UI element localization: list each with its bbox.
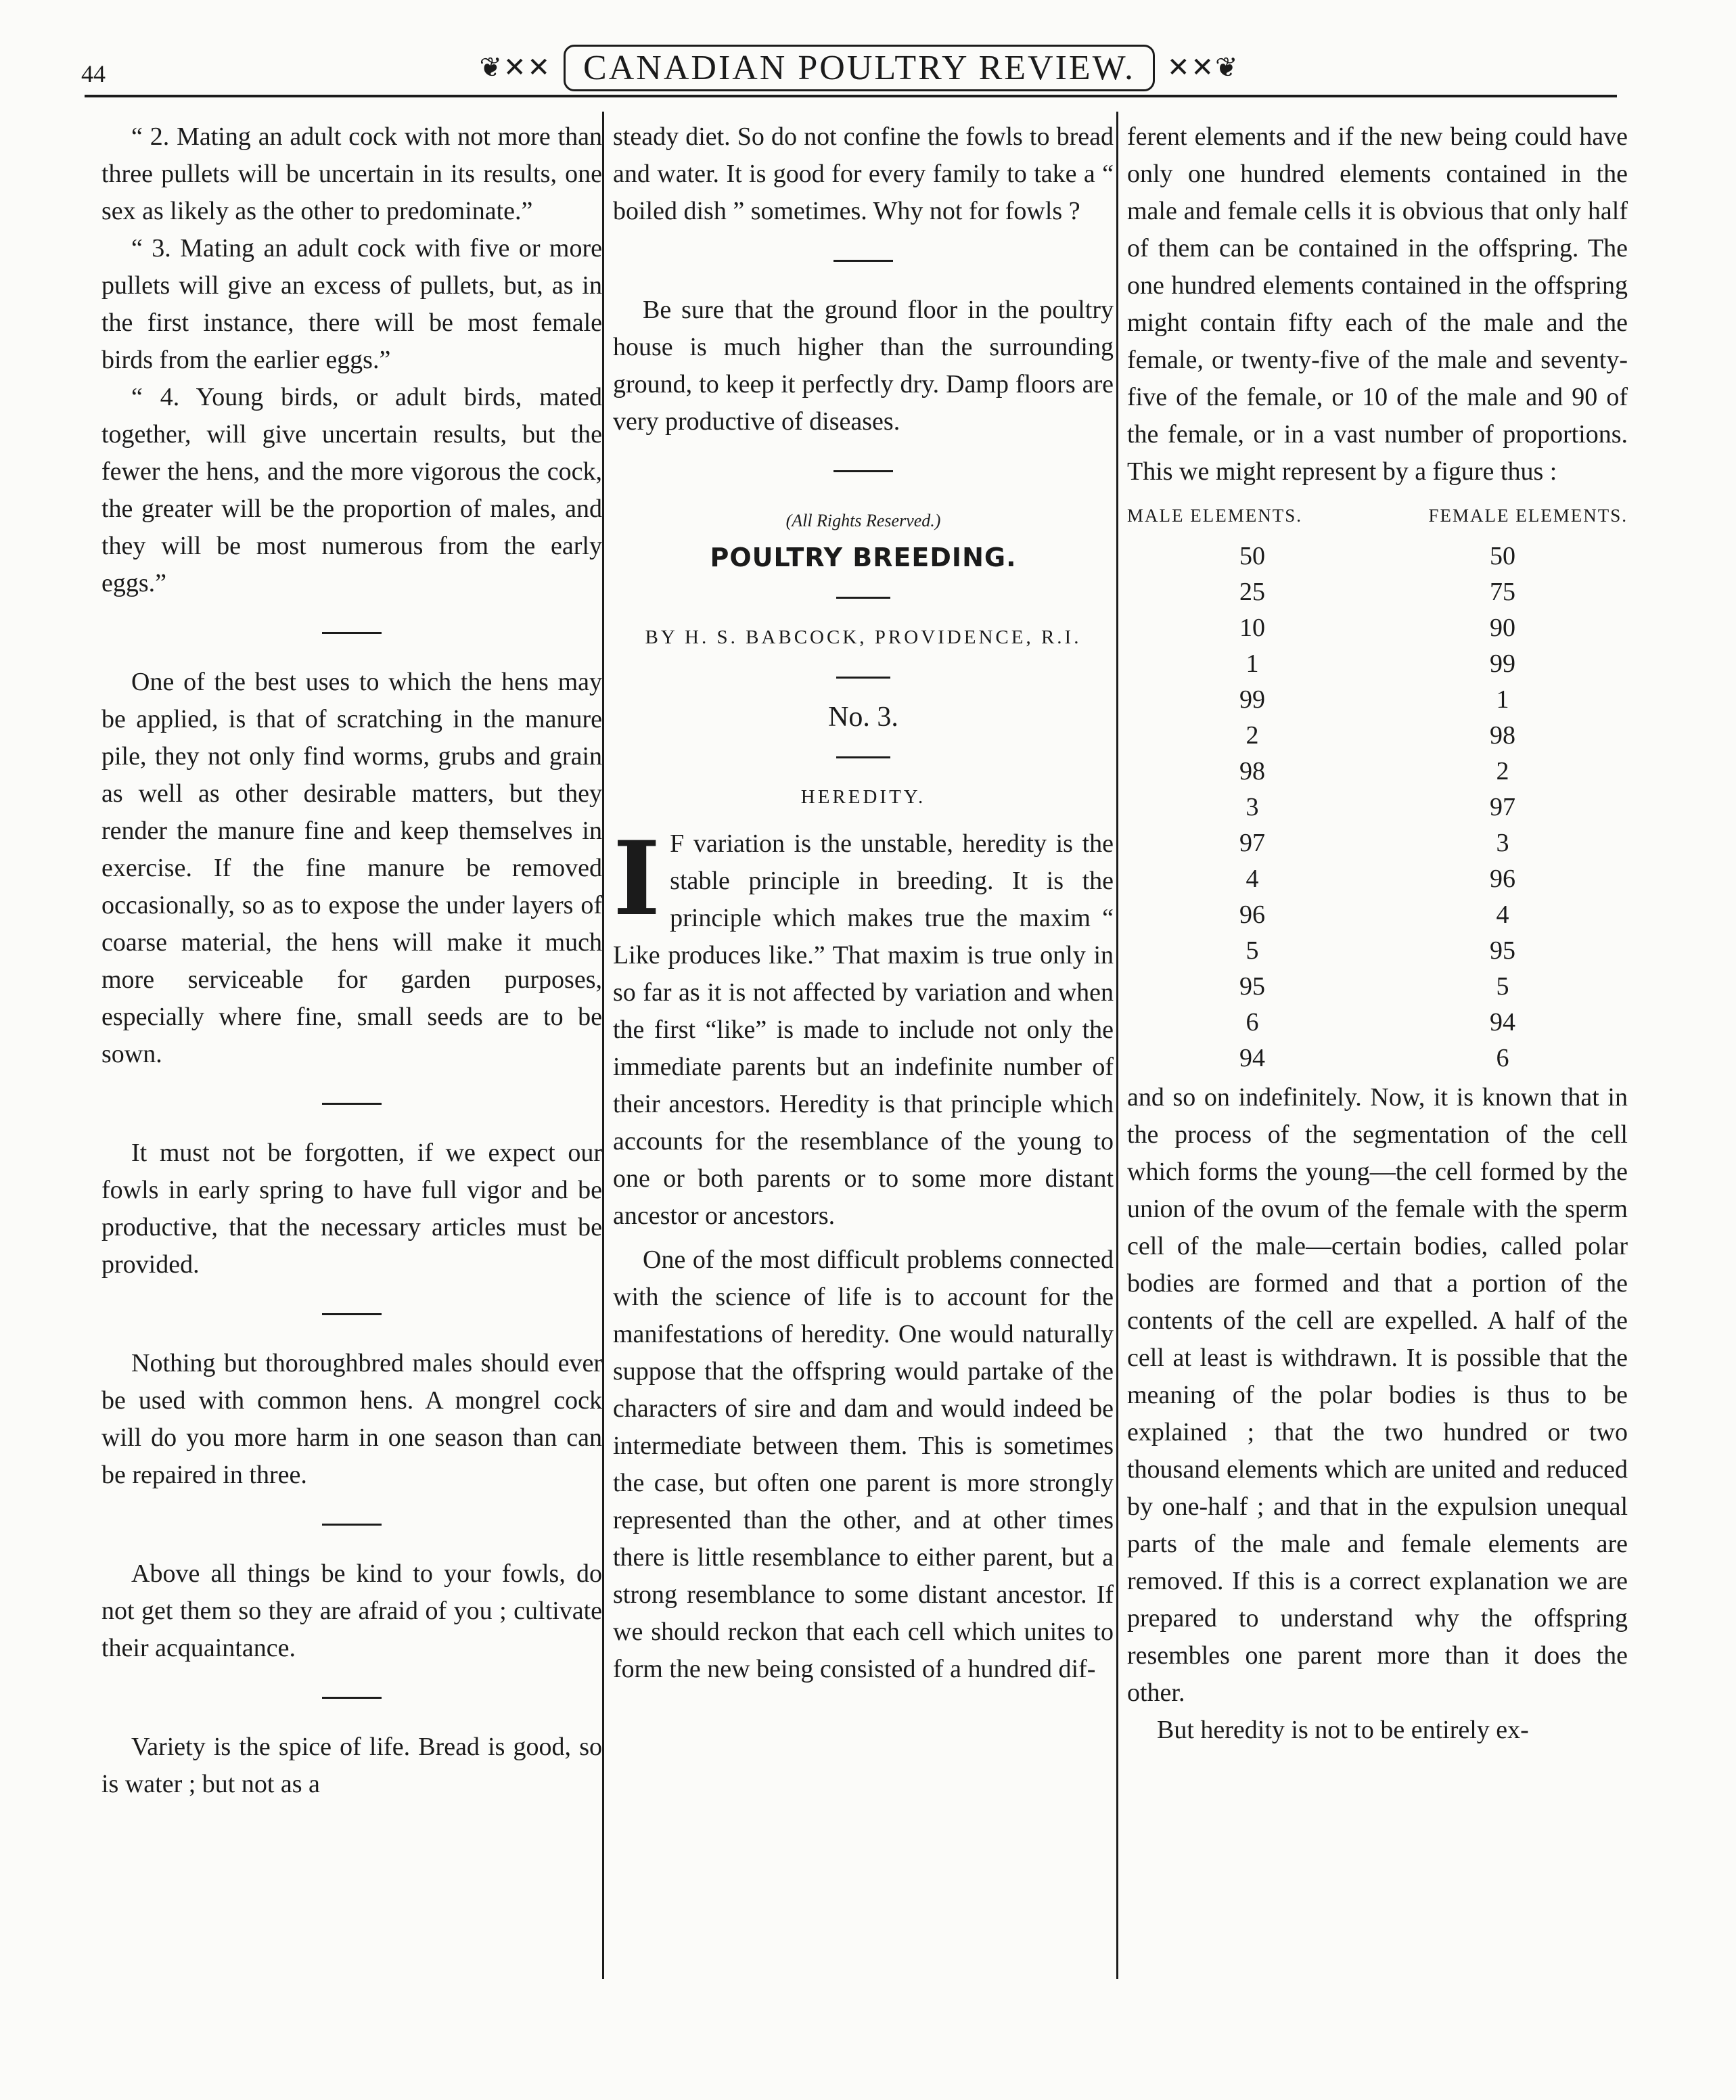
section-separator [322, 1313, 382, 1315]
male-elements-cell: 5 [1246, 936, 1259, 965]
male-elements-cell: 4 [1246, 865, 1259, 893]
male-elements-cell: 96 [1239, 900, 1265, 929]
paragraph: “ 3. Mating an adult cock with five or more pullets will give an excess of pullets, but, as in the first instance, there will be most female birds from the earlier eggs.” [101, 234, 602, 374]
paragraph: ferent elements and if the new being could have only one hundred elements contained in the male and female cells it is obvious that only half of them can be contained in the offspring. The one hundred elements contained in the offspring might contain fifty each of the male and the female, or twenty-five of the male and seventy-five of the female, or 10 of the male and 90 of the female, or in a vast number of proportions. This we might represent by a figure thus : [1127, 122, 1628, 486]
female-elements-cell: 2 [1496, 757, 1509, 785]
table-row [1127, 897, 1628, 933]
paragraph: It must not be forgotten, if we expect our fowls in early spring to have full vigor and be productive, that the necessary articles must be provided. [101, 1139, 602, 1279]
column-divider-2 [1116, 112, 1118, 1979]
male-elements-cell: 3 [1246, 793, 1259, 821]
table-row [1127, 933, 1628, 969]
article-title: POULTRY BREEDING. [710, 543, 1017, 572]
male-elements-cell: 1 [1246, 649, 1259, 678]
female-elements-heading: FEMALE ELEMENTS. [1428, 505, 1628, 526]
female-elements-cell: 1 [1496, 685, 1509, 714]
male-elements-cell: 95 [1239, 972, 1265, 1001]
section-heading: HEREDITY. [800, 786, 926, 808]
male-elements-cell: 10 [1239, 614, 1265, 642]
paragraph [613, 819, 1114, 1235]
table-row [1127, 1041, 1628, 1076]
article-byline: BY H. S. BABCOCK, PROVIDENCE, R.I. [645, 626, 1082, 648]
paragraph: “ 4. Young birds, or adult birds, mated together, will give uncertain results, but the fewer the hens, and the more vigorous the cock, the greater will be the proportion of males, and they will be most numerous from the early eggs.” [101, 383, 602, 597]
paragraph: Variety is the spice of life. Bread is good, so is water ; but not as a [101, 1733, 602, 1798]
female-elements-cell: 4 [1496, 900, 1509, 929]
elements-table [1127, 539, 1628, 1076]
male-elements-cell: 98 [1239, 757, 1265, 785]
table-row [1127, 539, 1628, 574]
female-elements-cell: 6 [1496, 1044, 1509, 1072]
section-separator [322, 1697, 382, 1699]
paragraph-text: F variation is the unstable, heredity is the stable principle in breeding. It is the principle which makes true the maxim “ Like produces like.” That maxim is true only in so far as it is not affected by variation and when the first “like” is made to include not only the immediate parents but an indefinite number of their ancestors. Heredity is that principle which accounts for the resemblance of the young to one or both parents or to some more distant ancestor or ancestors. [613, 829, 1114, 1230]
female-elements-cell: 96 [1490, 865, 1515, 893]
column-divider-1 [602, 112, 604, 1979]
male-elements-cell: 6 [1246, 1008, 1259, 1036]
female-elements-cell: 75 [1490, 578, 1515, 606]
masthead [479, 37, 1239, 98]
table-row [1127, 646, 1628, 682]
masthead-title: CANADIAN POULTRY REVIEW. [564, 45, 1155, 91]
paragraph: and so on indefinitely. Now, it is known that in the process of the segmentation of the cell which forms the young—the cell formed by the union of the ovum of the female with the sperm cell of the male—certain bodies, called polar bodies are formed and that a portion of the contents of the cell are expelled. A half of the cell at least is withdrawn. It is possible that the meaning of the polar bodies is thus to be explained ; that the two hundred or two thousand elements which are united and reduced by one-half ; and that in the expulsion unequal parts of the male and female elements are removed. If this is a correct explanation we are prepared to understand why the offspring resembles one parent more than it does the other. [1127, 1083, 1628, 1707]
female-elements-cell: 95 [1490, 936, 1515, 965]
masthead-ornament-right: ✕✕❦ [1166, 52, 1239, 83]
section-separator [322, 632, 382, 634]
section-separator [322, 1524, 382, 1526]
male-elements-cell: 2 [1246, 721, 1259, 750]
paragraph: One of the most difficult problems connected with the science of life is to account for the manifestations of heredity. One would naturally suppose that the offspring would partake of the characters of sire and dam and would indeed be intermediate between them. This is sometimes the case, but often one parent is more strongly represented than the other, and at other times there is little resemblance to either parent, but a strong resemblance to some distant ancestor. If we should reckon that each cell which unites to form the new being consisted of a hundred dif- [613, 1246, 1114, 1683]
table-row [1127, 790, 1628, 825]
paragraph: steady diet. So do not confine the fowls to bread and water. It is good for every family to take a “ boiled dish ” sometimes. Why not for fowls ? [613, 122, 1114, 225]
paragraph: One of the best uses to which the hens may be applied, is that of scratching in the manure pile, they not only find worms, grubs and grain as well as other desirable matters, but they render the manure fine and keep themselves in exercise. If the fine manure be removed occasionally, so as to expose the under layers of coarse material, the hens will make it much more serviceable for garden purposes, especially where fine, small seeds are to be sown. [101, 668, 602, 1068]
female-elements-cell: 94 [1490, 1008, 1515, 1036]
rights-notice: (All Rights Reserved.) [785, 511, 941, 530]
section-separator [833, 260, 893, 262]
paragraph: Nothing but thoroughbred males should ever be used with common hens. A mongrel cock will do you more harm in one season than can be repaired in three. [101, 1349, 602, 1489]
section-separator [833, 470, 893, 472]
female-elements-cell: 50 [1490, 542, 1515, 570]
table-row [1127, 682, 1628, 718]
female-elements-cell: 99 [1490, 649, 1515, 678]
female-elements-cell: 97 [1490, 793, 1515, 821]
paragraph: But heredity is not to be entirely ex- [1157, 1716, 1529, 1744]
column-1 [101, 118, 602, 1803]
section-separator [836, 597, 890, 599]
table-row [1127, 825, 1628, 861]
male-elements-cell: 97 [1239, 829, 1265, 857]
male-elements-cell: 25 [1239, 578, 1265, 606]
male-elements-heading: MALE ELEMENTS. [1127, 505, 1302, 526]
article-number: No. 3. [828, 702, 898, 733]
column-3 [1127, 118, 1628, 1749]
section-separator [322, 1103, 382, 1105]
table-row [1127, 754, 1628, 790]
masthead-ornament-left: ❦✕✕ [479, 52, 552, 83]
paragraph: Be sure that the ground floor in the poultry house is much higher than the surrounding ground, to keep it perfectly dry. Damp floors are very productive of diseases. [613, 296, 1114, 436]
paragraph: “ 2. Mating an adult cock with not more than three pullets will be uncertain in its results, one sex as likely as the other to predominate.” [101, 122, 602, 225]
table-row [1127, 610, 1628, 646]
female-elements-cell: 90 [1490, 614, 1515, 642]
header-rule [85, 95, 1617, 97]
elements-table-header [1127, 497, 1628, 534]
female-elements-cell: 5 [1496, 972, 1509, 1001]
page-number: 44 [81, 60, 106, 87]
male-elements-cell: 94 [1239, 1044, 1265, 1072]
column-2 [613, 118, 1114, 1688]
section-separator [836, 677, 890, 679]
section-separator [836, 756, 890, 758]
male-elements-cell: 50 [1239, 542, 1265, 570]
male-elements-cell: 99 [1239, 685, 1265, 714]
table-row [1127, 861, 1628, 897]
drop-cap: I [613, 819, 661, 938]
table-row [1127, 718, 1628, 754]
female-elements-cell: 98 [1490, 721, 1515, 750]
table-row [1127, 969, 1628, 1005]
female-elements-cell: 3 [1496, 829, 1509, 857]
table-row [1127, 574, 1628, 610]
table-row [1127, 1005, 1628, 1041]
paragraph: Above all things be kind to your fowls, do not get them so they are afraid of you ; cultivate their acquaintance. [101, 1559, 602, 1662]
